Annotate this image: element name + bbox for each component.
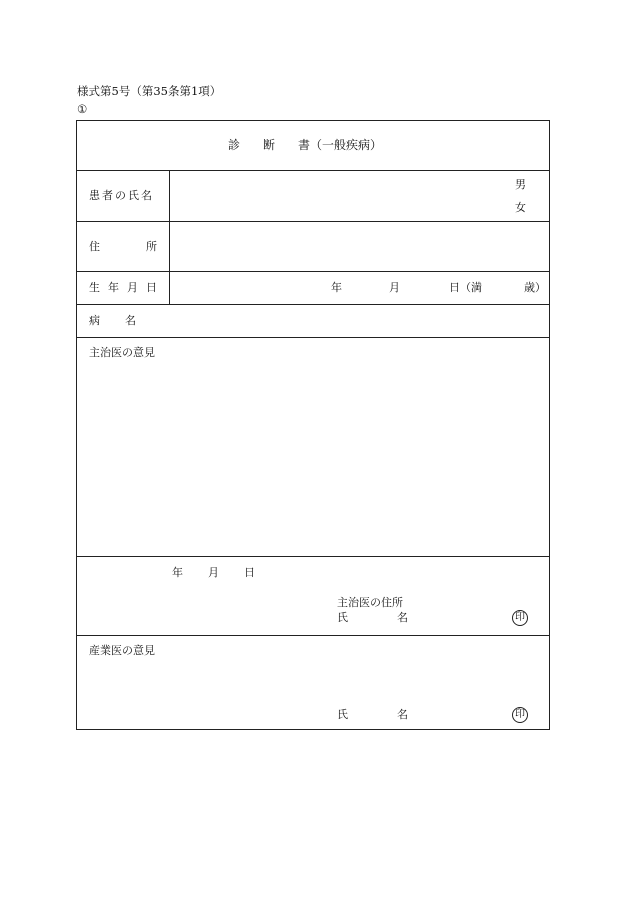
sex-female-option: 女 xyxy=(515,201,526,214)
birthdate-label-2: 年 xyxy=(108,281,119,294)
birthdate-label-3: 月 xyxy=(127,281,138,294)
form-number: 様式第5号（第35条第1項） xyxy=(77,84,222,98)
industrial-opinion-label: 産業医の意見 xyxy=(89,644,155,657)
birthdate-label-4: 日 xyxy=(146,281,157,294)
doctor-name-label-part-2: 名 xyxy=(397,611,408,624)
title-part-1: 診 xyxy=(228,138,241,152)
address-label-part-1: 住 xyxy=(89,240,100,253)
sign-day-suffix: 日 xyxy=(244,566,255,579)
patient-name-label: 患者の氏名 xyxy=(89,189,154,202)
birth-day-age-open: 日（満 xyxy=(449,281,482,294)
disease-label-part-1: 病 xyxy=(89,314,100,327)
title-part-2: 断 xyxy=(263,138,276,152)
disease-label-part-2: 名 xyxy=(125,314,136,327)
doctor-seal-mark: 印 xyxy=(512,610,528,626)
doctor-name-label-part-1: 氏 xyxy=(337,611,348,624)
address-label-part-2: 所 xyxy=(146,240,157,253)
sex-male-option: 男 xyxy=(515,178,526,191)
age-close: 歳） xyxy=(524,281,546,294)
industrial-name-label-part-1: 氏 xyxy=(337,708,348,721)
birthdate-label-1: 生 xyxy=(89,281,100,294)
birth-year-suffix: 年 xyxy=(331,281,342,294)
industrial-name-label-part-2: 名 xyxy=(397,708,408,721)
form-circled-number: ① xyxy=(77,102,88,116)
title-part-3: 書（一般疾病） xyxy=(298,138,383,152)
birth-month-suffix: 月 xyxy=(389,281,400,294)
doctor-address-label: 主治医の住所 xyxy=(337,596,403,609)
industrial-seal-mark: 印 xyxy=(512,707,528,723)
sign-month-suffix: 月 xyxy=(208,566,219,579)
attending-opinion-label: 主治医の意見 xyxy=(89,346,155,359)
sign-year-suffix: 年 xyxy=(172,566,183,579)
